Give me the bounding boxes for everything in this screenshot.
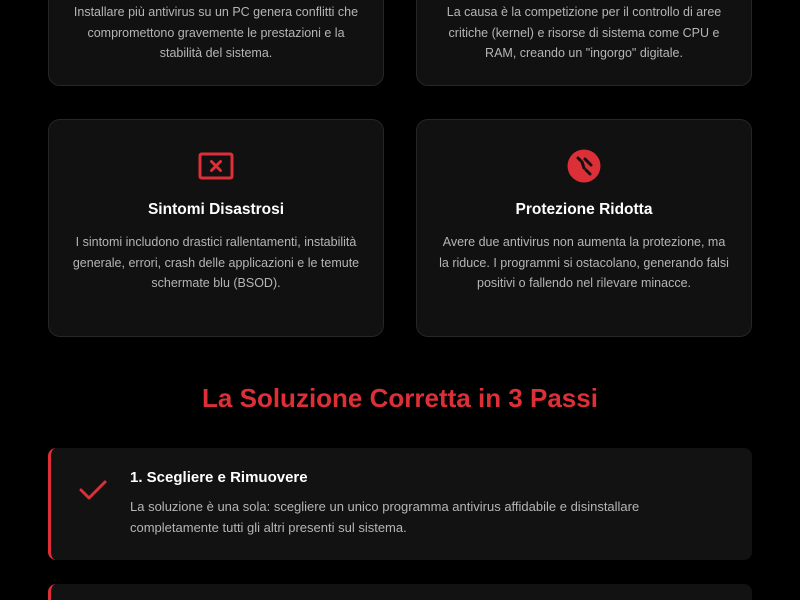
card-title: Sintomi Disastrosi <box>147 201 285 218</box>
card-description: Installare più antivirus su un PC genera conflitti che compromettono gravemente le prestazioni e la stabilità del sistema. <box>73 5 359 60</box>
shield-slash-icon <box>566 148 602 184</box>
checkmark-icon <box>78 478 108 502</box>
solution-step-2 <box>48 584 752 600</box>
step-title: 1. Scegliere e Rimuovere <box>130 469 308 486</box>
card-description: I sintomi includono drastici rallentamenti, instabilità generale, errori, crash delle applicazioni e le temute schermate blu (BSOD). <box>72 235 360 290</box>
info-card-conflicts <box>48 0 384 86</box>
window-x-icon <box>198 148 234 184</box>
info-card-reduced-protection <box>416 119 752 337</box>
card-description: Avere due antivirus non aumenta la protezione, ma la riduce. I programmi si ostacolano, generando falsi positivi o fallendo nel rilevare minacce. <box>439 235 729 290</box>
card-description: La causa è la competizione per il controllo di aree critiche (kernel) e risorse di sistema come CPU e RAM, creando un "ingorgo" digitale. <box>446 5 722 60</box>
section-title: La Soluzione Corretta in 3 Passi <box>202 383 598 413</box>
step-description: La soluzione è una sola: scegliere un unico programma antivirus affidabile e disinstallare completamente tutti gli altri presenti sul sistema. <box>130 499 640 535</box>
card-title: Protezione Ridotta <box>515 201 653 218</box>
solution-step-1 <box>48 448 752 560</box>
info-card-symptoms <box>48 119 384 337</box>
info-card-cause <box>416 0 752 86</box>
